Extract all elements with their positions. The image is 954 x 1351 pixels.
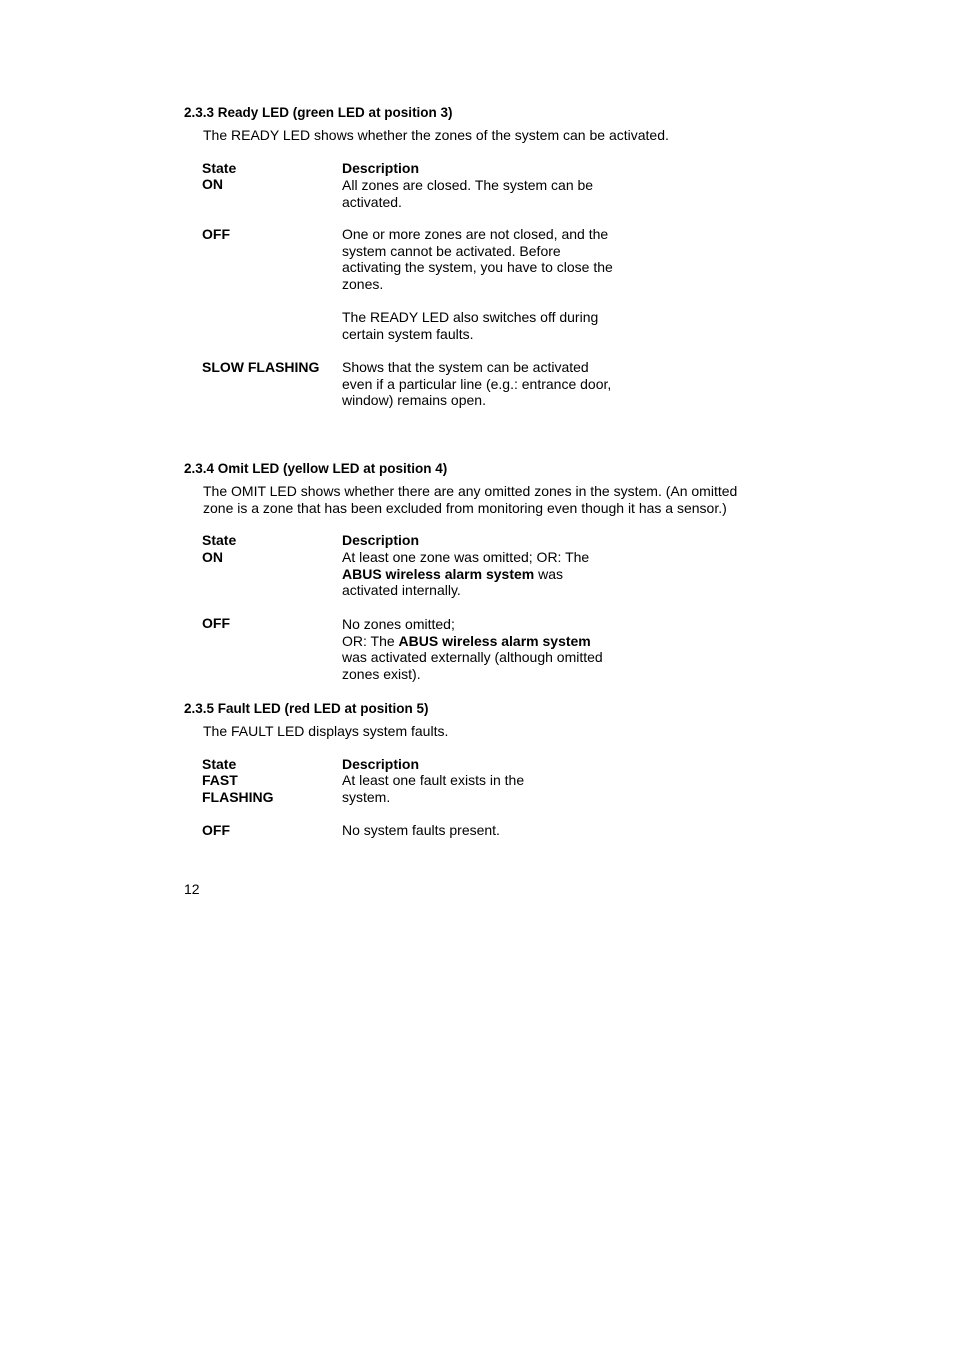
state-on: ON xyxy=(202,176,223,192)
column-header-description: Description xyxy=(342,160,420,176)
state-on: ON xyxy=(202,549,223,565)
description-slow-flashing: Shows that the system can be activated even if a particular line (e.g.: entrance door, window) remains open. xyxy=(342,359,612,409)
state-off: OFF xyxy=(202,226,230,242)
column-header-state: State xyxy=(202,160,237,176)
column-header-description: Description xyxy=(342,532,420,548)
section-heading-ready-led: 2.3.3 Ready LED (green LED at position 3) xyxy=(184,105,453,120)
column-header-state: State xyxy=(202,532,237,548)
page-number: 12 xyxy=(184,881,200,897)
state-off: OFF xyxy=(202,822,230,838)
state-slow-flashing: SLOW FLASHING xyxy=(202,359,320,375)
description-fast-flashing: At least one fault exists in the system. xyxy=(342,772,525,805)
description-on: All zones are closed. The system can be activated. xyxy=(342,177,594,210)
state-fast-flashing: FAST FLASHING xyxy=(202,772,274,805)
product-name: ABUS wireless alarm system xyxy=(342,565,535,582)
section-intro: The READY LED shows whether the zones of the system can be activated. xyxy=(203,127,669,143)
description-off: No zones omitted; OR: The ABUS wireless alarm system was activated externally (although omitted zones exist). xyxy=(342,616,603,683)
section-heading-omit-led: 2.3.4 Omit LED (yellow LED at position 4) xyxy=(184,461,448,476)
description-off: One or more zones are not closed, and the system cannot be activated. Before activating the system, you have to close the zones. xyxy=(342,226,613,293)
column-header-state: State xyxy=(202,756,237,772)
section-intro: The OMIT LED shows whether there are any omitted zones in the system. (An omitted zone is a zone that has been excluded from monitoring even though it has a sensor.) xyxy=(203,483,738,516)
section-intro: The FAULT LED displays system faults. xyxy=(203,723,449,739)
section-heading-fault-led: 2.3.5 Fault LED (red LED at position 5) xyxy=(184,701,429,716)
column-header-description: Description xyxy=(342,756,420,772)
state-off: OFF xyxy=(202,615,230,631)
description-off: No system faults present. xyxy=(342,822,500,838)
description-off-note: The READY LED also switches off during certain system faults. xyxy=(342,309,599,342)
description-on: At least one zone was omitted; OR: The ABUS wireless alarm system was activated internally. xyxy=(342,549,590,599)
product-name: ABUS wireless alarm system xyxy=(398,632,591,649)
